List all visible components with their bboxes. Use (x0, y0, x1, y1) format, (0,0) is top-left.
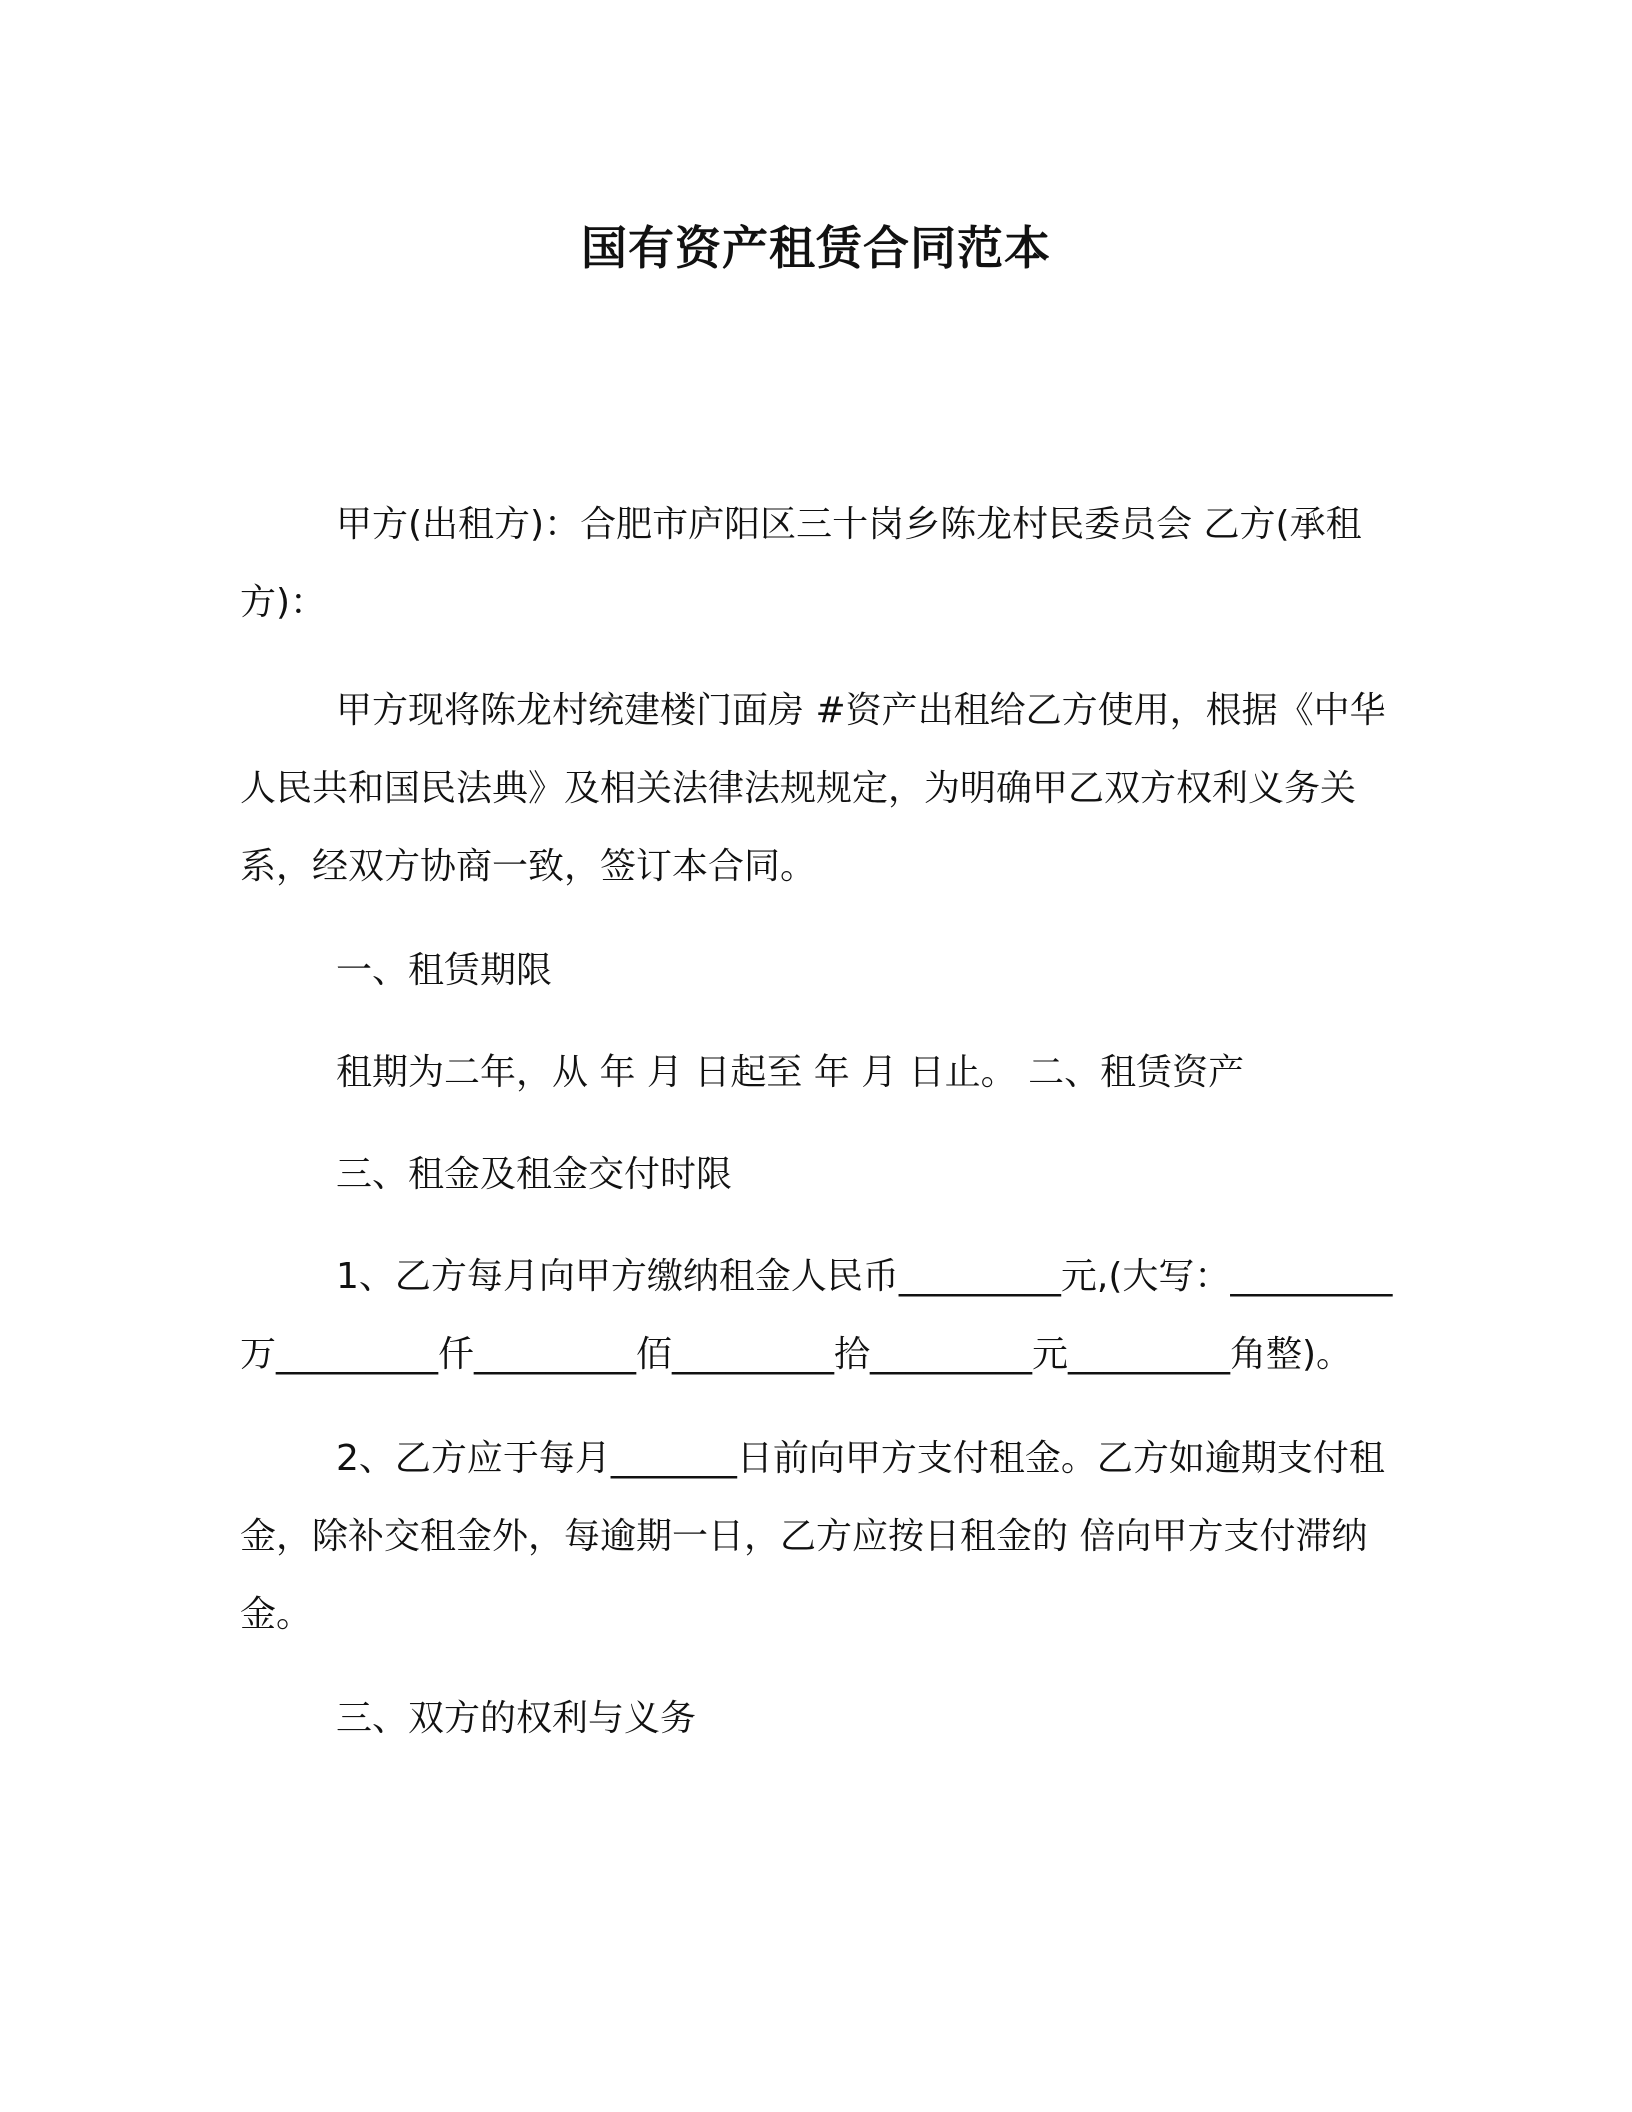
section-heading-rights: 三、双方的权利与义务 (336, 1698, 697, 1739)
preamble-paragraph: 甲方现将陈龙村统建楼门面房 #资产出租给乙方使用，根据《中华人民共和国民法典》及相关法律法规规定，为明确甲乙双方权利义务关系，经双方协商一致，签订本合同。 (240, 690, 1386, 887)
section-heading-rent: 三、租金及租金交付时限 (336, 1154, 733, 1195)
section-heading-term: 一、租赁期限 (336, 950, 553, 991)
rent-clause-1: 1、乙方每月向甲方缴纳租金人民币_________元,(大写：_________万_________仟_________佰_________拾_________元_________角整)。 (240, 1256, 1393, 1375)
rent-clause-2: 2、乙方应于每月_______日前向甲方支付租金。乙方如逾期支付租金，除补交租金外，每逾期一日，乙方应按日租金的 倍向甲方支付滞纳金。 (240, 1438, 1385, 1635)
document-body (240, 486, 1400, 1758)
parties-paragraph: 甲方(出租方)：合肥市庐阳区三十岗乡陈龙村民委员会 乙方(承租方)： (240, 504, 1362, 623)
document-title: 国有资产租赁合同范本 (581, 221, 1051, 275)
term-paragraph: 租期为二年，从 年 月 日起至 年 月 日止。 二、租赁资产 (336, 1052, 1245, 1093)
